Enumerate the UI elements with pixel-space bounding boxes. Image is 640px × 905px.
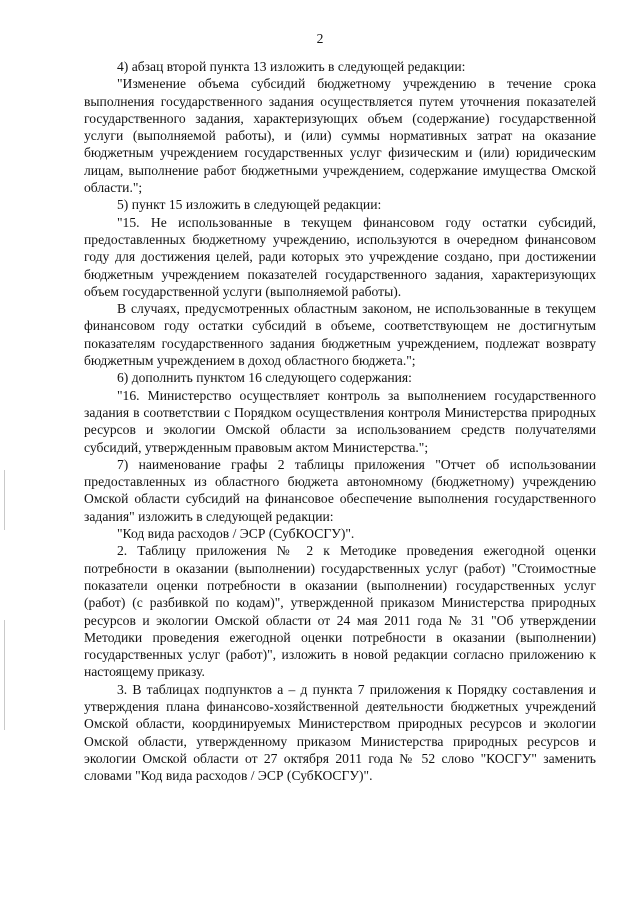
paragraph: 4) абзац второй пункта 13 изложить в следующей редакции: [117, 59, 466, 74]
paragraph: 2. Таблицу приложения № 2 к Методике проведения ежегодной оценки потребности в оказании (выполнении) государственных услуг (работ) "Стоимостные показатели оценки потребности в оказании (выполнении) государственных услуг (работ) (с разбивкой по кодам)", утвержденной приказом Министерства природных ресурсов и экологии Омской области от 24 мая 2011 года № 31 "Об утверждении Методики проведения ежегодной оценки потребности в оказании (выполнении) государственных услуг (работ)", изложить в новой редакции согласно приложению к настоящему приказу. [84, 543, 596, 680]
paragraph: "15. Не использованные в текущем финансовом году остатки субсидий, предоставленных бюджетному учреждению, используются в очередном финансовом году для достижения целей, ради которых это учреждение создано, при достижении бюджетным учреждением показателей государственного задания, характеризующих объем государственной услуги (выполняемой работы). [84, 214, 596, 299]
scan-edge-mark [4, 470, 5, 530]
page-number: 2 [316, 31, 324, 46]
paragraph: "16. Министерство осуществляет контроль за выполнением государственного задания в соответствии с Порядком осуществления контроля Министерства природных ресурсов и экологии Омской области за использованием средств получателями субсидий, утвержденным правовым актом Министерства."; [84, 387, 596, 455]
paragraph: 7) наименование графы 2 таблицы приложения "Отчет об использовании предоставленных из областного бюджета автономному (бюджетному) учреждению Омской области субсидий на финансовое обеспечение выполнения государственного задания" изложить в следующей редакции: [84, 456, 596, 524]
paragraph: "Код вида расходов / ЭСР (СубКОСГУ)". [117, 526, 355, 542]
document-body [84, 58, 596, 784]
paragraph: 5) пункт 15 изложить в следующей редакции: [117, 197, 382, 213]
paragraph: В случаях, предусмотренных областным законом, не использованные в текущем финансовом году остатки субсидий в объеме, соответствующем не достигнутым показателям государственного задания бюджетным учреждением, подлежат возврату бюджетным учреждением в доход областного бюджета."; [84, 301, 596, 369]
paragraph: 6) дополнить пунктом 16 следующего содержания: [117, 370, 412, 386]
paragraph: "Изменение объема субсидий бюджетному учреждению в течение срока выполнения государственного задания осуществляется путем уточнения показателей государственного задания, характеризующих объем (содержание) государственной услуги (выполняемой работы), и (или) суммы нормативных затрат на оказание бюджетным учреждением государственных услуг физическим и (или) юридическим лицам, выполнение работ бюджетными учреждением, содержание имущества Омской области."; [84, 76, 596, 196]
paragraph: 3. В таблицах подпунктов а – д пункта 7 приложения к Порядку составления и утверждения плана финансово-хозяйственной деятельности бюджетных учреждений Омской области, координируемых Министерством природных ресурсов и экологии Омской области, утвержденному приказом Министерства природных ресурсов и экологии Омской области от 27 октября 2011 года № 52 слово "КОСГУ" заменить словами "Код вида расходов / ЭСР (СубКОСГУ)". [84, 681, 596, 784]
scan-edge-mark [4, 620, 5, 730]
